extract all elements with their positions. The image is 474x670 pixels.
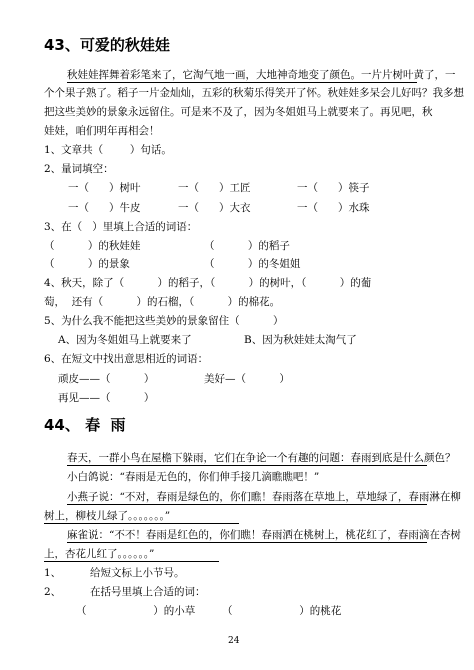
underline xyxy=(44,523,239,524)
question-1: 1、文章共（ ）句话。 xyxy=(44,144,172,156)
synonym-item: 美好—（ ） xyxy=(204,373,290,385)
page-number: 24 xyxy=(228,636,240,646)
section-44-heading: 44、 春 雨 xyxy=(44,416,126,434)
question-4: 4、秋天，除了（ ）的稻子，（ ）的树叶，（ ）的葡 xyxy=(44,277,372,289)
passage-44-line: 春天，一群小鸟在屋檐下躲雨，它们在争论一个有趣的问题：春雨到底是什么颜色？ xyxy=(67,452,456,464)
passage-44-line: 上，杏花儿红了。。。。。。” xyxy=(44,548,155,560)
passage-44-line: 树上，柳枝儿绿了。。。。。。。” xyxy=(44,510,171,522)
passage-44-line: 小燕子说：“不对，春雨是绿色的，你们瞧！春雨落在草地上，草地绿了，春雨淋在柳 xyxy=(67,491,461,503)
fill-item: （ ）的稻子 xyxy=(204,240,290,252)
underline xyxy=(67,504,427,505)
question-44-1-text: 给短文标上小节号。 xyxy=(90,567,185,579)
passage-43-line: 秋娃娃挥舞着彩笔来了，它淘气地一画，大地神奇地变了颜色。一片片树叶黄了，一 xyxy=(67,69,456,81)
underline xyxy=(67,465,427,466)
fill-item: （ ）的桃花 xyxy=(222,605,342,617)
passage-44-line: 小白鸽说：“春雨是无色的，你们伸手接几滴瞧瞧吧！” xyxy=(67,471,320,483)
question-6: 6、在短文中找出意思相近的词语： xyxy=(44,353,209,365)
question-44-2-number: 2、 xyxy=(44,586,62,598)
question-5: 5、为什么我不能把这些美妙的景象留住（ ） xyxy=(44,315,284,327)
passage-43-line: 娃娃，咱们明年再相会！ xyxy=(44,125,160,137)
synonym-item: 再见——（ ） xyxy=(58,392,155,404)
question-2: 2、量词填空： xyxy=(44,163,114,175)
passage-43-line: 把这些美妙的景象永远留住。可是来不及了，因为冬姐姐马上就要来了。再见吧，秋 xyxy=(44,106,433,118)
measure-item: 一（ ）工匠 xyxy=(178,182,251,194)
synonym-item: 顽皮——（ ） xyxy=(58,373,155,385)
fill-item: （ ）的秋娃娃 xyxy=(44,240,141,252)
section-43-heading: 43、可爱的秋娃娃 xyxy=(44,36,170,54)
passage-44-line: 麻雀说：“不不！春雨是红色的，你们瞧！春雨洒在桃树上，桃花红了，春雨滴在杏树 xyxy=(67,529,461,541)
underline xyxy=(44,561,219,562)
question-44-1-number: 1、 xyxy=(44,567,62,579)
question-44-2-text: 在括号里填上合适的词： xyxy=(90,586,206,598)
fill-item: （ ）的景象 xyxy=(44,258,130,270)
fill-item: （ ）的冬姐姐 xyxy=(204,258,301,270)
underline xyxy=(67,82,417,83)
option-a: A、因为冬姐姐马上就要来了 xyxy=(58,334,192,346)
underline xyxy=(67,542,427,543)
measure-item: 一（ ）树叶 xyxy=(68,182,141,194)
option-b: B、因为秋娃娃太淘气了 xyxy=(244,334,357,346)
fill-item: （ ）的小草 xyxy=(76,605,196,617)
measure-item: 一（ ）筷子 xyxy=(297,182,370,194)
question-4-cont: 萄， 还有（ ）的石榴，（ ）的棉花。 xyxy=(44,296,281,308)
measure-item: 一（ ）牛皮 xyxy=(68,202,141,214)
measure-item: 一（ ）大衣 xyxy=(178,202,251,214)
passage-43-line: 个个果子熟了。稻子一片金灿灿，五彩的秋菊乐得笑开了怀。秋娃娃多呆会儿好吗？我多想 xyxy=(44,87,464,99)
question-3: 3、在（ ）里填上合适的词语： xyxy=(44,221,198,233)
measure-item: 一（ ）水珠 xyxy=(297,202,370,214)
